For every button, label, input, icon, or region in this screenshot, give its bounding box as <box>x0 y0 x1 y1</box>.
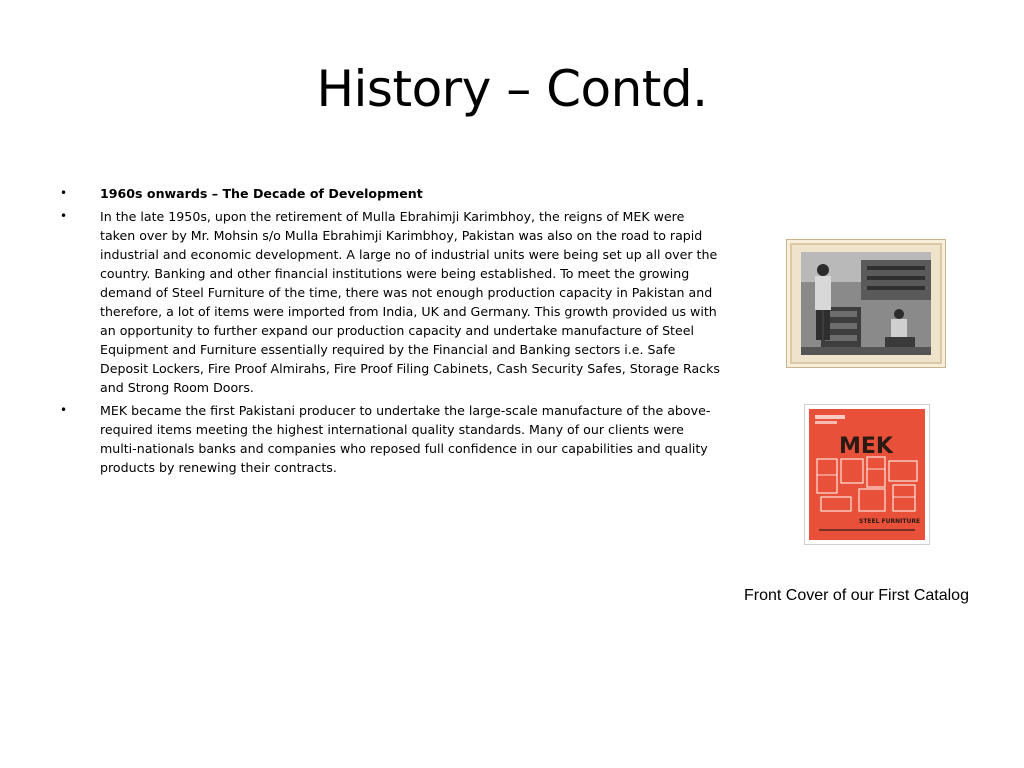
catalog-caption: Front Cover of our First Catalog <box>744 587 969 604</box>
catalog-brand: MEK <box>839 434 893 459</box>
framed-photo <box>786 239 946 368</box>
bullet-icon: • <box>60 186 68 200</box>
catalog-cover <box>804 404 930 545</box>
workshop-photo-illustration <box>801 252 931 355</box>
bullet-icon: • <box>60 403 68 417</box>
catalog-illustration <box>809 409 925 540</box>
bullet-text-heading: 1960s onwards – The Decade of Development <box>100 186 423 201</box>
bullet-item <box>60 184 722 203</box>
bullet-text: MEK became the first Pakistani producer to undertake the large-scale manufacture of the above-required items meeting the highest international quality standards. Many of our clients were multi-nationals banks and companies who reposed full confidence in our capabilities and quality products by renewing their contracts. <box>100 403 711 475</box>
bullet-item <box>60 207 722 397</box>
bullet-item <box>60 401 722 477</box>
bullet-list <box>60 184 722 481</box>
bullet-icon: • <box>60 209 68 223</box>
catalog-cover-art <box>809 409 925 540</box>
historic-workshop-photo <box>801 252 931 355</box>
catalog-subtitle: STEEL FURNITURE <box>859 518 921 525</box>
bullet-text: In the late 1950s, upon the retirement of Mulla Ebrahimji Karimbhoy, the reigns of MEK were taken over by Mr. Mohsin s/o Mulla Ebrahimji Karimbhoy, Pakistan was also on the road to rapid industrial and economic development. A large no of industrial units were being set up all over the country. Banking and other financial institutions were being established. To meet the growing demand of Steel Furniture of the time, there was not enough production capacity in Pakistan and therefore, a lot of items were imported from India, UK and Germany. This growth provided us with an opportunity to further expand our production capacity and undertake manufacture of Steel Equipment and Furniture essentially required by the Financial and Banking sectors i.e. Safe Deposit Lockers, Fire Proof Almirahs, Fire Proof Filing Cabinets, Cash Security Safes, Storage Racks and Strong Room Doors. <box>100 209 720 395</box>
slide-title: History – Contd. <box>316 60 708 118</box>
